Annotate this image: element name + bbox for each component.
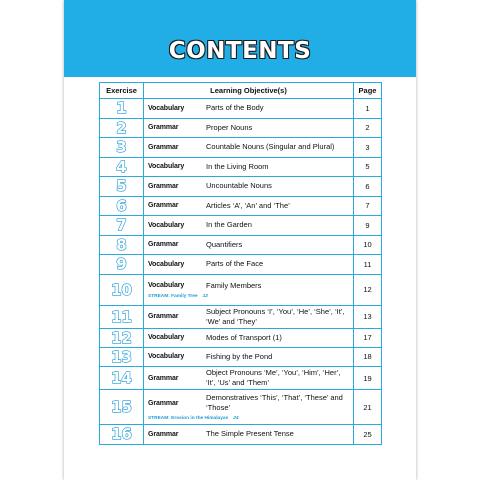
table-row [100,328,382,347]
objective-cell [144,305,354,328]
objective-cell [144,138,354,158]
exercise-number: 11 [100,305,144,328]
header-page: Page [354,83,382,99]
objective-cell [144,425,354,445]
exercise-number: 1 [100,99,144,119]
objective-cell [144,118,354,138]
exercise-number: 13 [100,347,144,367]
objective-cell [144,99,354,119]
objective-text: In the Garden [206,220,252,230]
objective-cell [144,390,354,425]
category-label: Grammar [148,313,179,320]
table-row [100,216,382,236]
table-row [100,118,382,138]
table-row [100,347,382,367]
objective-text: In the Living Room [206,161,269,171]
objective-text: Countable Nouns (Singular and Plural) [206,142,335,152]
stream-page: 24 [233,416,239,421]
table-row [100,196,382,216]
objective-cell [144,216,354,236]
category-label: Grammar [148,182,179,190]
objective-text: Uncountable Nouns [206,181,272,191]
objective-text: Demonstratives ‘This’, ‘That’, ‘These’ and ‘Those’ [206,393,343,412]
page-number: 3 [354,138,382,158]
table-row [100,305,382,328]
exercise-number: 14 [100,367,144,390]
objective-text: The Simple Present Tense [206,429,294,439]
contents-page [64,0,416,480]
exercise-number: 7 [100,216,144,236]
header-objective: Learning Objective(s) [144,83,354,99]
category-label: Vocabulary [148,104,185,112]
objective-cell [144,177,354,197]
page-number: 11 [354,255,382,275]
stream-label: STREAM: Family Tree [148,293,198,299]
exercise-number: 12 [100,328,144,347]
table-row [100,235,382,255]
header-exercise: Exercise [100,83,144,99]
objective-text: Subject Pronouns ‘I’, ‘You’, ‘He’, ‘She’, ‘It’, ‘We’ and ‘They’ [206,306,345,326]
table-row [100,138,382,158]
exercise-number: 8 [100,235,144,255]
objective-text: Articles ‘A’, ‘An’ and ‘The’ [206,200,290,210]
category-label: Grammar [148,374,179,382]
objective-cell [144,274,354,305]
category-label: Vocabulary [148,353,185,361]
table-header-row [100,83,382,99]
objective-text: Fishing by the Pond [206,351,273,361]
exercise-number: 3 [100,138,144,158]
category-label: Grammar [148,399,179,407]
contents-table [99,82,382,445]
objective-cell [144,196,354,216]
objective-text: Quantifiers [206,239,243,249]
objective-cell [144,347,354,367]
exercise-number: 16 [100,425,144,445]
page-number: 19 [354,367,382,390]
page-number: 21 [354,390,382,425]
page-number: 6 [354,177,382,197]
stream-note [144,416,353,421]
category-label: Grammar [148,143,179,151]
table-row [100,425,382,445]
page-number: 13 [354,305,382,328]
page-number: 12 [354,274,382,305]
stream-label: STREAM: Erosion in the Himalayas [148,416,229,421]
page-number: 1 [354,99,382,119]
page-number: 10 [354,235,382,255]
objective-text: Parts of the Body [206,103,264,113]
stream-page: 12 [202,293,208,299]
page-number: 7 [354,196,382,216]
category-label: Grammar [148,124,179,132]
category-label: Vocabulary [148,334,185,341]
category-label: Grammar [148,430,179,438]
objective-cell [144,235,354,255]
objective-cell [144,157,354,177]
exercise-number: 4 [100,157,144,177]
table-row [100,274,382,305]
objective-text: Proper Nouns [206,122,253,132]
exercise-number: 10 [100,274,144,305]
table-row [100,390,382,425]
page-number: 9 [354,216,382,236]
exercise-number: 9 [100,255,144,275]
page-title: CONTENTS [168,38,312,64]
objective-text: Modes of Transport (1) [206,332,282,342]
objective-text: Object Pronouns ‘Me’, ‘You’, ‘Him’, ‘Her’, ‘It’, ‘Us’ and ‘Them’ [206,368,341,387]
page-number: 25 [354,425,382,445]
category-label: Vocabulary [148,163,185,171]
category-label: Grammar [148,202,179,210]
objective-cell [144,367,354,390]
table-row [100,367,382,390]
exercise-number: 5 [100,177,144,197]
exercise-number: 2 [100,118,144,138]
page-number: 2 [354,118,382,138]
page-number: 18 [354,347,382,367]
category-label: Vocabulary [148,260,185,268]
objective-cell [144,328,354,347]
category-label: Vocabulary [148,221,185,229]
objective-cell [144,255,354,275]
exercise-number: 6 [100,196,144,216]
exercise-number: 15 [100,390,144,425]
category-label: Vocabulary [148,282,185,289]
table-row [100,255,382,275]
objective-text: Family Members [206,280,262,290]
objective-text: Parts of the Face [206,259,264,269]
table-row [100,177,382,197]
table-row [100,99,382,119]
page-number: 5 [354,157,382,177]
stream-note [144,294,353,299]
category-label: Grammar [148,241,179,249]
page-number: 17 [354,328,382,347]
table-row [100,157,382,177]
